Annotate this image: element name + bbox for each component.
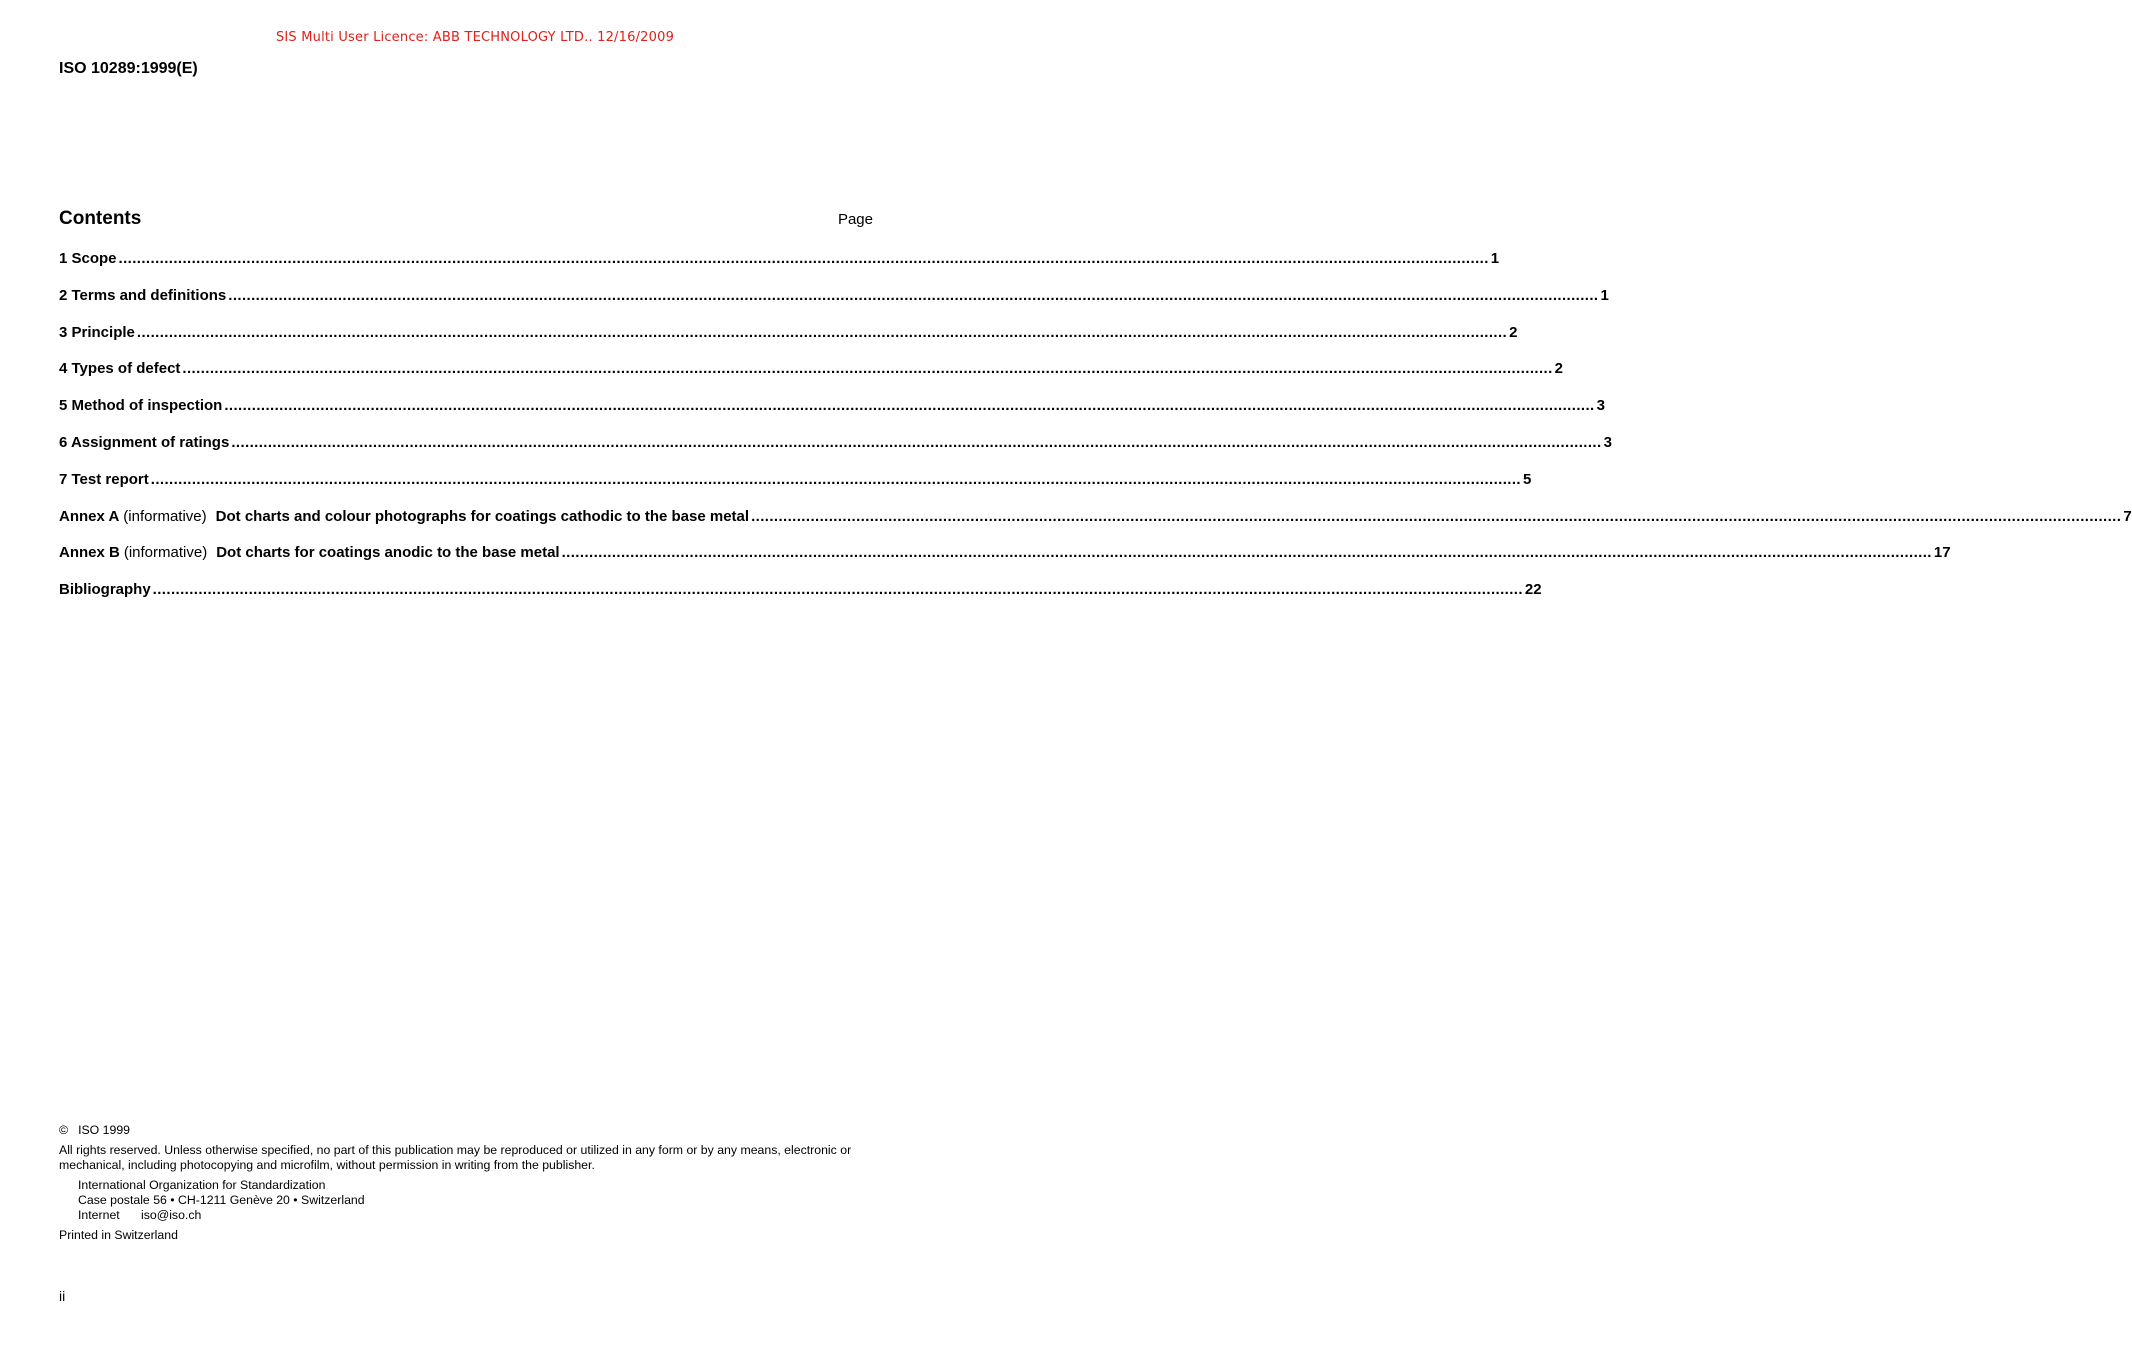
toc-leader: ............................................................................................................................................................................................................................................................................................................	[751, 507, 2122, 525]
publisher-address	[78, 1178, 875, 1223]
toc-entry-page: 3	[1603, 433, 1612, 451]
toc-entry-title: 7 Test report	[59, 470, 149, 488]
toc-entry-page: 22	[1524, 581, 1542, 599]
toc-entry[interactable]	[59, 286, 1609, 324]
toc-leader: ............................................................................................................................................................................................................................................................................................................	[182, 360, 1553, 378]
toc-entry-page: 2	[1554, 360, 1564, 378]
toc-entry-page: 17	[1933, 544, 1951, 562]
toc-entry-page: 7	[2123, 507, 2132, 525]
copyright-symbol: ©	[59, 1123, 69, 1137]
annex-label: Annex A	[59, 507, 120, 525]
toc-leader: ............................................................................................................................................................................................................................................................................................................	[561, 544, 1932, 562]
postal-address: Case postale 56 • CH-1211 Genève 20 • Switzerland	[78, 1193, 365, 1207]
publisher-name: International Organization for Standardization	[78, 1178, 326, 1192]
toc-entry[interactable]	[59, 323, 1518, 361]
contents-header	[59, 208, 873, 230]
toc-entry-page: 1	[1600, 286, 1609, 304]
toc-entry-title: 3 Principle	[59, 323, 135, 341]
copyright-line	[59, 1123, 875, 1138]
toc-entry-page: 1	[1490, 250, 1500, 267]
rights-statement: All rights reserved. Unless otherwise specified, no part of this publication may be reproduced or utilized in any form or by any means, electronic or mechanical, including photocopying and microfilm, without permission in writing from the publisher.	[59, 1143, 852, 1172]
licence-watermark: SIS Multi User Licence: ABB TECHNOLOGY LTD.. 12/16/2009	[275, 30, 675, 45]
toc-entry[interactable]	[59, 470, 1532, 508]
toc-entry-page: 3	[1596, 397, 1605, 415]
toc-leader: ............................................................................................................................................................................................................................................................................................................	[228, 286, 1599, 304]
toc-entry[interactable]	[59, 250, 1500, 287]
annex-title: Dot charts and colour photographs for coatings cathodic to the base metal	[215, 507, 750, 525]
toc-leader: ............................................................................................................................................................................................................................................................................................................	[150, 470, 1521, 488]
toc-entry[interactable]	[59, 433, 1612, 471]
contents-title: Contents	[59, 208, 142, 229]
document-id: ISO 10289:1999(E)	[59, 60, 198, 77]
toc-entry-title: 6 Assignment of ratings	[59, 433, 230, 451]
copyright-block	[59, 1123, 875, 1243]
toc-entry-title: 2 Terms and definitions	[59, 286, 227, 304]
toc-entry-title: Bibliography	[59, 581, 151, 599]
toc-leader: ............................................................................................................................................................................................................................................................................................................	[136, 323, 1508, 341]
toc-leader: ............................................................................................................................................................................................................................................................................................................	[231, 433, 1602, 451]
toc-annex-entry[interactable]	[59, 507, 2132, 545]
internet-label: Internet	[78, 1208, 120, 1222]
page-column-label: Page	[837, 211, 873, 228]
page-number: ii	[59, 1288, 66, 1304]
toc-entry-title: 4 Types of defect	[59, 360, 181, 378]
annex-title: Dot charts for coatings anodic to the base metal	[216, 544, 560, 562]
toc-annex-entry[interactable]	[59, 544, 1951, 581]
toc-entry[interactable]	[59, 360, 1564, 397]
annex-label: Annex B	[59, 544, 120, 562]
toc-entry-page: 2	[1509, 323, 1518, 341]
toc-entry-bibliography[interactable]	[59, 581, 1542, 618]
internet-line	[78, 1208, 875, 1223]
toc-leader: ............................................................................................................................................................................................................................................................................................................	[152, 581, 1523, 599]
internet-email[interactable]: iso@iso.ch	[141, 1208, 202, 1222]
annex-note: (informative)	[123, 544, 208, 562]
table-of-contents	[59, 250, 2132, 618]
toc-entry[interactable]	[59, 397, 1605, 434]
annex-note: (informative)	[123, 507, 207, 525]
printed-in: Printed in Switzerland	[59, 1228, 178, 1242]
toc-entry-title: 1 Scope	[59, 250, 117, 267]
toc-leader: ............................................................................................................................................................................................................................................................................................................	[118, 250, 1489, 267]
toc-entry-title: 5 Method of inspection	[59, 397, 223, 415]
toc-leader: ............................................................................................................................................................................................................................................................................................................	[224, 397, 1595, 415]
toc-entry-page: 5	[1523, 470, 1532, 488]
copyright-year: ISO 1999	[78, 1123, 131, 1137]
